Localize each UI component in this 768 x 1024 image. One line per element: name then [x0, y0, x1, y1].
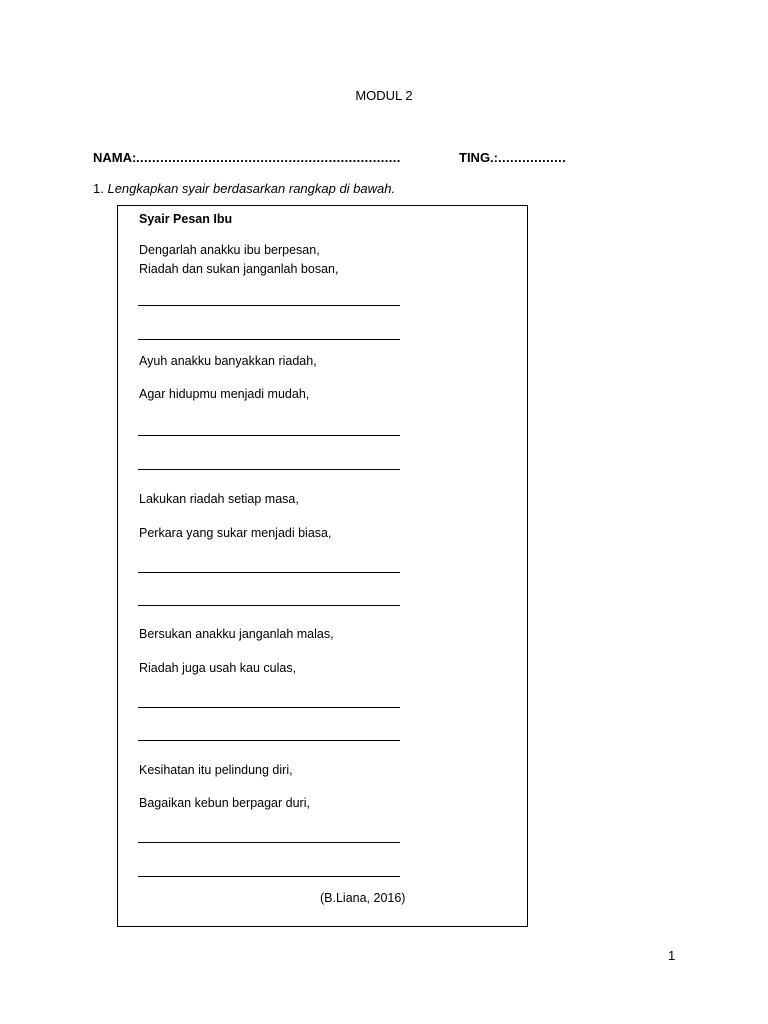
- poem-line: Agar hidupmu menjadi mudah,: [139, 387, 310, 401]
- poem-title: Syair Pesan Ibu: [139, 212, 233, 226]
- page-number: 1: [668, 948, 676, 963]
- poem-line: Riadah juga usah kau culas,: [139, 661, 297, 675]
- poem-line: Perkara yang sukar menjadi biasa,: [139, 526, 332, 540]
- ting-blank: .................: [498, 150, 567, 165]
- answer-blank-line: [138, 339, 400, 340]
- answer-blank-line: [138, 876, 400, 877]
- poem-line: Kesihatan itu pelindung diri,: [139, 763, 293, 777]
- poem-source: (B.Liana, 2016): [320, 891, 406, 905]
- poem-line: Lakukan riadah setiap masa,: [139, 492, 299, 506]
- answer-blank-line: [138, 740, 400, 741]
- ting-label: TING.:: [459, 150, 498, 165]
- answer-blank-line: [138, 435, 400, 436]
- question-number: 1.: [93, 181, 104, 196]
- poem-line: Riadah dan sukan janganlah bosan,: [139, 262, 339, 276]
- name-blank: ..................................................................: [136, 150, 401, 165]
- question-1: [93, 181, 395, 196]
- page-title: MODUL 2: [355, 88, 413, 103]
- answer-blank-line: [138, 707, 400, 708]
- answer-blank-line: [138, 469, 400, 470]
- answer-blank-line: [138, 305, 400, 306]
- name-label: NAMA:: [93, 150, 137, 165]
- poem-line: Bagaikan kebun berpagar duri,: [139, 796, 310, 810]
- answer-blank-line: [138, 605, 400, 606]
- answer-blank-line: [138, 572, 400, 573]
- poem-line: Bersukan anakku janganlah malas,: [139, 627, 334, 641]
- poem-line: Ayuh anakku banyakkan riadah,: [139, 354, 317, 368]
- poem-box: [117, 205, 528, 927]
- poem-line: Dengarlah anakku ibu berpesan,: [139, 243, 320, 257]
- question-text: Lengkapkan syair berdasarkan rangkap di bawah.: [107, 181, 396, 196]
- answer-blank-line: [138, 842, 400, 843]
